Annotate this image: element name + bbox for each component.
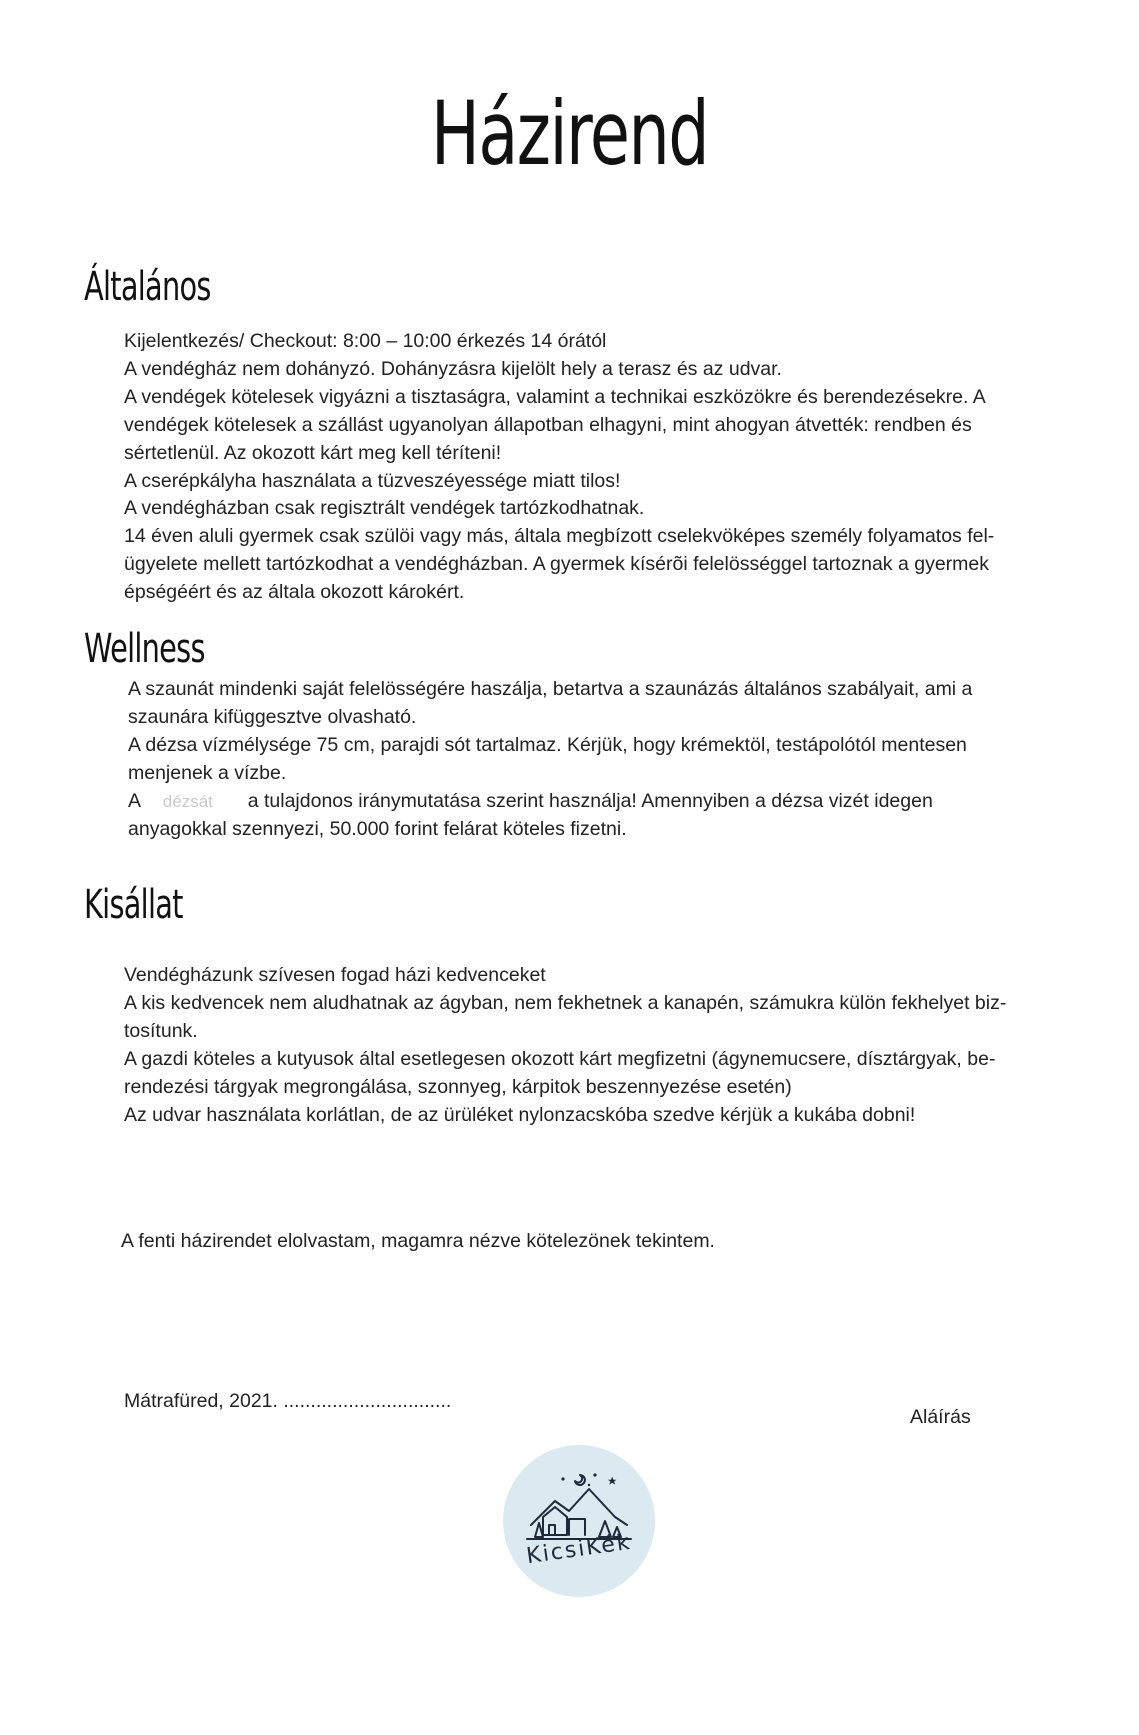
text-fragment: a tulajdonos iránymutatása szerint használja! Amennyiben a dézsa vizét idegen xyxy=(247,789,933,812)
page-title: Házirend xyxy=(430,82,709,185)
text-line: A vendégházban csak regisztrált vendégek tartózkodhatnak. xyxy=(124,497,645,520)
place-date xyxy=(124,1388,451,1416)
text-line: Kijelentkezés/ Checkout: 8:00 – 10:00 érkezés 14 órától xyxy=(124,330,607,352)
signature-label xyxy=(910,1404,971,1432)
section-wellness-text xyxy=(128,676,972,843)
text-line: vendégek kötelesek a szállást ugyanolyan állapotban elhagyni, mint ahogyan átvették: rendben és xyxy=(124,413,972,436)
text-line: Az udvar használata korlátlan, de az ürüléket nylonzacskóba szedve kérjük a kukába dobni! xyxy=(124,1103,916,1126)
text-fragment: A xyxy=(128,789,140,812)
kicsikek-logo xyxy=(503,1445,655,1597)
text-line: A vendégház nem dohányzó. Dohányzásra kijelölt hely a terasz és az udvar. xyxy=(124,357,782,380)
text-line: menjenek a vízbe. xyxy=(128,761,287,784)
text-line: A dézsa vízmélysége 75 cm, parajdi sót tartalmaz. Kérjük, hogy krémektöl, testápolótól mentesen xyxy=(128,733,967,756)
mountain-cabin-icon xyxy=(503,1445,655,1597)
logo-text: KicsiKék xyxy=(524,1529,634,1570)
text-line: sértetlenül. Az okozott kárt meg kell téríteni! xyxy=(124,441,502,464)
text-line: Aláírás xyxy=(910,1406,971,1428)
declaration-text xyxy=(121,1228,715,1256)
text-line: anyagokkal szennyezi, 50.000 forint felárat köteles fizetni. xyxy=(128,817,627,840)
text-line: A cserépkályha használata a tüzveszéyessége miatt tilos! xyxy=(124,469,621,492)
text-line: rendezési tárgyak megrongálása, szonnyeg, kárpitok beszennyezése esetén) xyxy=(124,1075,792,1098)
text-line: tosítunk. xyxy=(124,1019,198,1042)
text-line: Mátrafüred, 2021. ............................... xyxy=(124,1390,452,1412)
text-line: ügyelete mellett tartózkodhat a vendégházban. A gyermek kísérõi felelösséggel tartoznak a gyermek xyxy=(124,553,989,576)
text-line: A kis kedvencek nem aludhatnak az ágyban, nem fekhetnek a kanapén, számukra külön fekhelyet biz- xyxy=(124,991,1007,1014)
text-line: A gazdi köteles a kutyusok által esetlegesen okozott kárt megfizetni (ágynemucsere, dísztárgyak, be- xyxy=(124,1047,996,1070)
text-line: A szaunát mindenki saját felelösségére haszálja, betartva a szaunázás általános szabályait, ami a xyxy=(128,678,973,700)
text-line: Vendégházunk szívesen fogad házi kedvenceket xyxy=(124,964,546,986)
text-line: épségéért és az általa okozott károkért. xyxy=(124,581,465,604)
section-heading-wellness: Wellness xyxy=(84,626,205,672)
section-pets-text xyxy=(124,962,1006,1129)
text-line: A fenti házirendet elolvastam, magamra nézve kötelezönek tekintem. xyxy=(121,1230,715,1252)
text-line xyxy=(128,788,972,816)
section-general-text xyxy=(124,328,994,607)
section-heading-general: Általános xyxy=(84,264,211,310)
section-heading-pets: Kisállat xyxy=(84,882,183,928)
faint-word: dézsát xyxy=(162,791,213,811)
text-line: szaunára kifüggesztve olvasható. xyxy=(128,705,417,728)
text-line: 14 éven aluli gyermek csak szülöi vagy más, általa megbízott cselekvöképes személy folyamatos fel- xyxy=(124,525,995,548)
text-line: A vendégek kötelesek vigyázni a tisztaságra, valamint a technikai eszközökre és berendezésekre. A xyxy=(124,385,986,408)
